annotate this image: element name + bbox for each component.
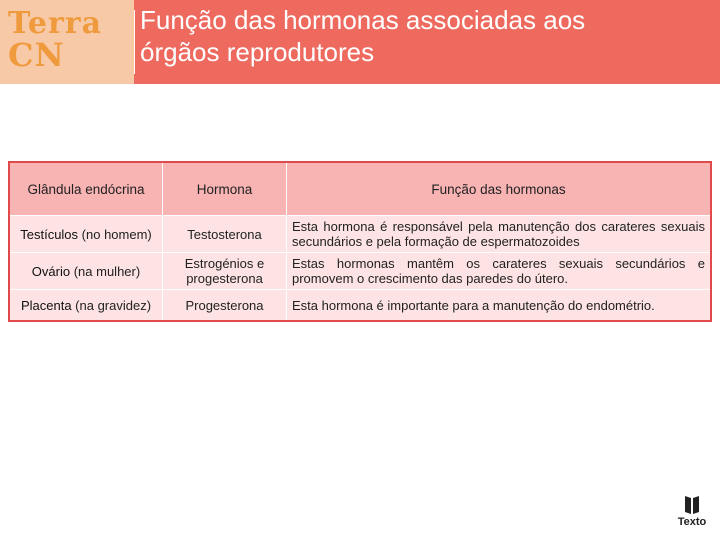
column-header-function: Função das hormonas [287,162,712,216]
brand-label: Texto [677,516,707,528]
gland-name: Placenta [20,297,72,313]
hormone-cell: Progesterona [163,290,287,322]
column-header-gland: Glândula endócrina [9,162,163,216]
book-icon [674,494,710,516]
function-cell: Esta hormona é responsável pela manutenção dos carateres sexuais secundários e pela formação de espermatozoides [287,216,712,253]
table-row [9,253,711,290]
hormones-table [8,161,712,322]
logo [0,0,134,84]
logo-text-line2: CN [8,36,65,74]
gland-note: (na gravidez) [75,297,152,313]
brand-logo [674,494,710,534]
table-row [9,290,711,322]
gland-cell [9,216,163,253]
table-header-row [9,162,711,216]
gland-note: (na mulher) [73,263,141,279]
logo-divider [134,10,135,74]
hormone-cell: Testosterona [163,216,287,253]
page-title-line2: órgãos reprodutores [140,37,375,67]
gland-note: (no homem) [81,226,152,242]
header-bar [0,0,720,84]
gland-name: Ovário [31,263,71,279]
page-title-line1: Função das hormonas associadas aos [140,5,586,35]
function-cell: Esta hormona é importante para a manutenção do endométrio. [287,290,712,322]
function-cell: Estas hormonas mantêm os carateres sexuais secundários e promovem o crescimento das paredes do útero. [287,253,712,290]
logo-text-line1: Terra [8,6,103,41]
gland-name: Testículos [20,226,79,242]
table-row [9,216,711,253]
gland-cell [9,253,163,290]
hormone-cell: Estrogénios e progesterona [163,253,287,290]
column-header-hormone: Hormona [163,162,287,216]
page-title [140,4,700,68]
gland-cell [9,290,163,322]
